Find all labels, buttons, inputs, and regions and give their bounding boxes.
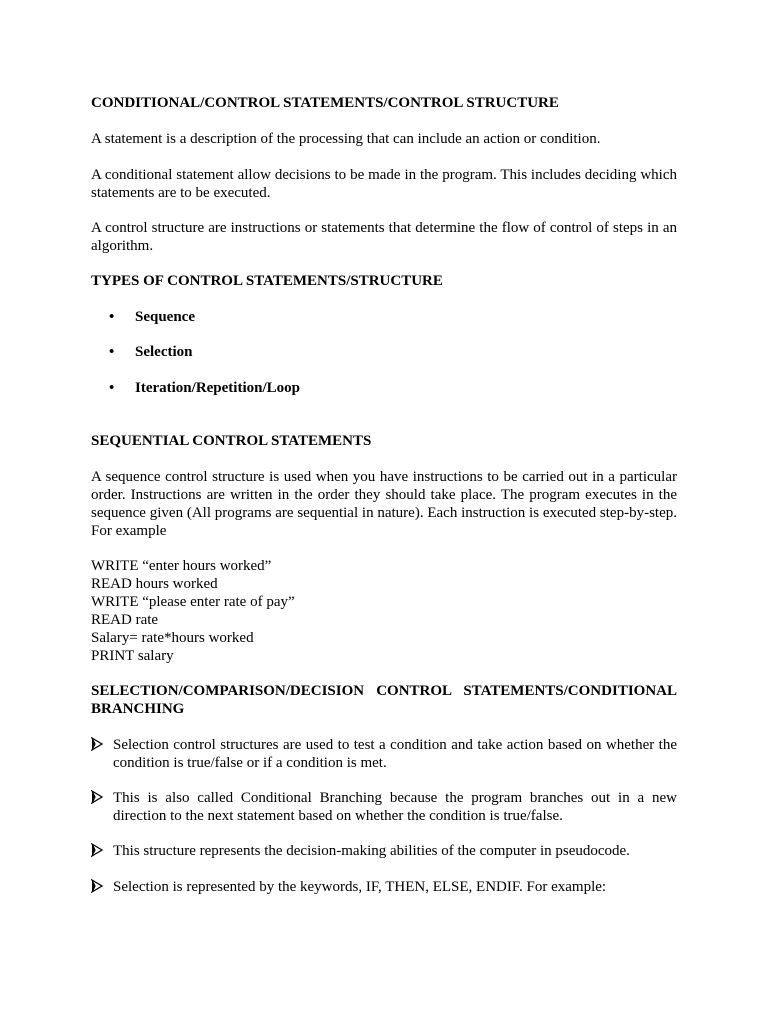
list-item: [91, 379, 677, 397]
sequence-example-code: [91, 557, 677, 665]
list-item: [91, 789, 677, 825]
code-line: Salary= rate*hours worked: [91, 630, 254, 646]
list-item-text: Selection control structures are used to test a condition and take action based on whether the condition is true/false or if a condition is met.: [113, 737, 677, 771]
code-line: READ rate: [91, 612, 159, 628]
code-line: WRITE “enter hours worked”: [91, 558, 272, 574]
bullet-icon: •: [109, 380, 115, 396]
bullet-icon: •: [109, 344, 115, 360]
list-item-label: Iteration/Repetition/Loop: [135, 380, 300, 396]
selection-heading: SELECTION/COMPARISON/DECISION CONTROL STATEMENTS/CONDITIONAL BRANCHING: [91, 683, 677, 717]
list-item: [91, 308, 677, 326]
page-title: CONDITIONAL/CONTROL STATEMENTS/CONTROL STRUCTURE: [91, 95, 559, 111]
list-item: [91, 343, 677, 361]
types-heading: TYPES OF CONTROL STATEMENTS/STRUCTURE: [91, 273, 443, 289]
list-item-text: This is also called Conditional Branching because the program branches out in a new direction to the next statement based on whether the condition is true/false.: [113, 790, 677, 824]
intro-paragraph-conditional: A conditional statement allow decisions to be made in the program. This includes deciding which statements are to be executed.: [91, 167, 677, 201]
bullet-icon: •: [109, 309, 115, 325]
document-body: [91, 94, 677, 896]
arrow-bullet-icon: [91, 790, 103, 804]
list-item: [91, 736, 677, 772]
arrow-bullet-icon: [91, 737, 103, 751]
list-item-label: Sequence: [135, 309, 195, 325]
intro-paragraph-control-structure: A control structure are instructions or statements that determine the flow of control of steps in an algorithm.: [91, 220, 677, 254]
list-item: [91, 878, 677, 896]
selection-points-list: [91, 736, 677, 896]
intro-paragraph-statement: A statement is a description of the processing that can include an action or condition.: [91, 131, 601, 147]
list-item-text: This structure represents the decision-making abilities of the computer in pseudocode.: [113, 843, 630, 859]
types-list: [91, 308, 677, 397]
list-item: [91, 842, 677, 860]
arrow-bullet-icon: [91, 843, 103, 857]
list-item-text: Selection is represented by the keywords, IF, THEN, ELSE, ENDIF. For example:: [113, 879, 607, 895]
arrow-bullet-icon: [91, 879, 103, 893]
code-line: WRITE “please enter rate of pay”: [91, 594, 295, 610]
code-line: READ hours worked: [91, 576, 218, 592]
list-item-label: Selection: [135, 344, 193, 360]
sequential-heading: SEQUENTIAL CONTROL STATEMENTS: [91, 433, 372, 449]
sequential-paragraph: A sequence control structure is used when you have instructions to be carried out in a particular order. Instructions are written in the order they should take place. The program executes in the sequence given (All programs are sequential in nature). Each instruction is executed step-by-step. For example: [91, 469, 677, 539]
code-line: PRINT salary: [91, 648, 174, 664]
